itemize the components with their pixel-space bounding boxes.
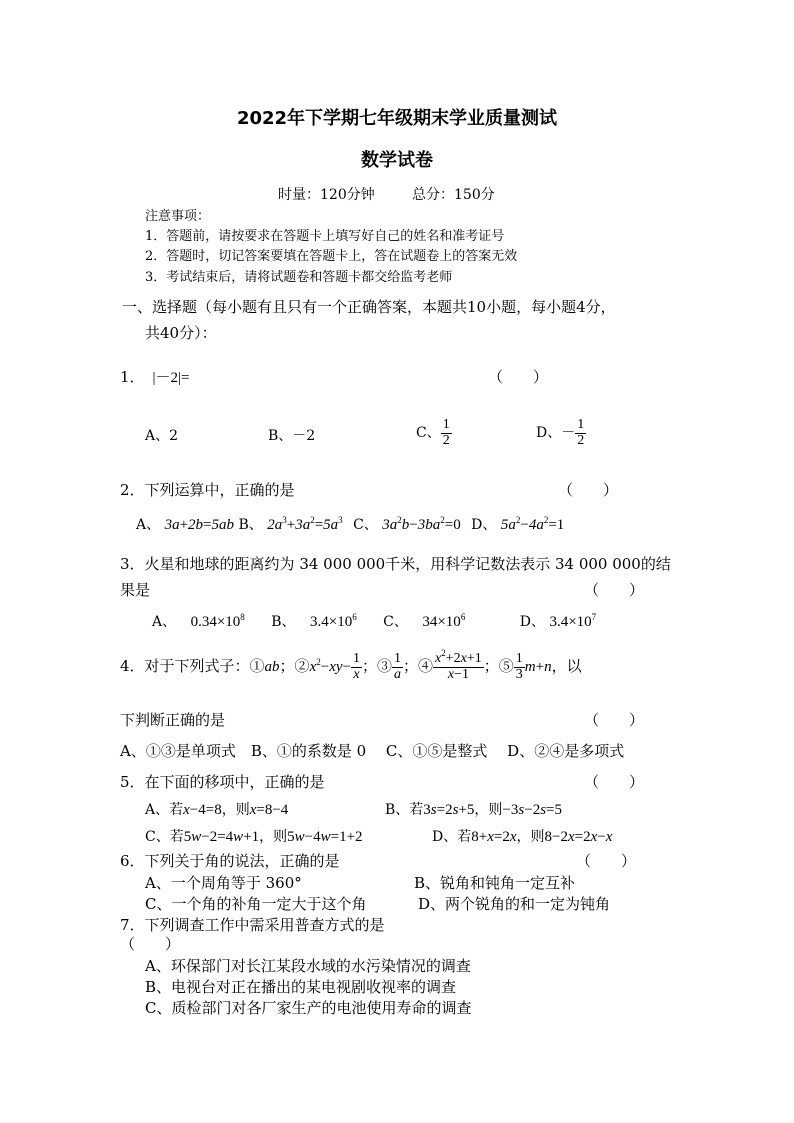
fraction: $\frac{1}{a}$ xyxy=(394,651,402,682)
option-label: D、 xyxy=(519,614,545,630)
q2-paren: （ ） xyxy=(558,481,619,499)
note-item: 1．答题前，请按要求在答题卡上填写好自己的姓名和准考证号 xyxy=(145,229,505,244)
q4-expr-2: $x^2-xy-$ xyxy=(309,657,351,676)
q1-number: 1． xyxy=(120,368,145,386)
q1-option-c xyxy=(416,418,452,448)
q1-option-a: A、2 xyxy=(145,428,179,444)
q3-expr-b: $3.4\times 10^6$ xyxy=(310,612,357,630)
fraction: $\frac{1}{2}$ xyxy=(577,417,585,448)
option-label: D、－ xyxy=(536,425,576,442)
q1-option-b: B、－2 xyxy=(268,428,316,444)
q7-option-c: C、质检部门对各厂家生产的电池使用寿命的调查 xyxy=(145,999,472,1017)
option-label: B、若 xyxy=(385,802,424,818)
q3-paren: （ ） xyxy=(584,581,645,599)
q4-expr-1: ab xyxy=(264,659,280,676)
option-label: A、 xyxy=(136,517,161,533)
q3-stem: 3．火星和地球的距离约为 34 000 000千米，用科学记数法表示 34 000 000的结 xyxy=(120,555,671,573)
option-label: D、若 xyxy=(432,829,472,845)
q6-option-d: D、两个锐角的和一定为钝角 xyxy=(418,895,611,913)
fraction: $\frac{1}{2}$ xyxy=(442,417,450,448)
q6-stem: 6．下列关于角的说法，正确的是 xyxy=(120,852,340,870)
q1-paren: （ ） xyxy=(488,368,549,386)
option-label: D、 xyxy=(471,517,497,533)
q2-expr-b: $2a^3+3a^2=5a^3$ xyxy=(267,515,343,533)
q2-expr-d: $5a^2-4a^2=1$ xyxy=(500,515,565,533)
option-label: B、 xyxy=(271,614,296,630)
q3-options xyxy=(152,613,596,632)
q7-option-a: A、环保部门对长江某段水域的水污染情况的调查 xyxy=(145,957,471,975)
q4-sep: ；⑤ xyxy=(483,657,514,676)
note-item: 3．考试结束后，请将试题卷和答题卡都交给监考老师 xyxy=(145,270,453,285)
q7-paren: （ ） xyxy=(120,935,181,953)
q5-option-b: B、若3s=2s+5，则−3s−2s=5 xyxy=(385,802,563,818)
q7-option-b: B、电视台对正在播出的某电视剧收视率的调查 xyxy=(145,978,457,996)
q3-expr-d: $3.4\times 10^7$ xyxy=(549,612,597,630)
exam-subject: 数学试卷 xyxy=(361,150,433,171)
q5-paren: （ ） xyxy=(584,773,645,791)
fraction: $\frac{x^2+2x+1}{x-1}$ xyxy=(435,648,482,682)
q5-option-c: C、若5w−2=4w+1，则5w−4w=1+2 xyxy=(145,829,363,845)
q1-expression: |－2|= xyxy=(152,370,190,386)
q1-option-d xyxy=(536,418,586,448)
fraction: $\frac{1}{x}$ xyxy=(353,651,360,682)
q6-paren: （ ） xyxy=(576,852,637,870)
q3-expr-a: $0.34\times 10^8$ xyxy=(190,612,245,630)
fraction: $\frac{1}{3}$ xyxy=(515,651,523,682)
then-text: ，则 xyxy=(259,829,288,845)
q5-stem: 5．在下面的移项中，正确的是 xyxy=(120,773,325,791)
q1-stem xyxy=(120,368,190,388)
section-heading: 一、选择题（每小题有且只有一个正确答案，本题共10小题，每小题4分， xyxy=(122,298,616,316)
q2-expr-c: $3a^2b-3ba^2=0$ xyxy=(382,515,461,533)
q6-option-c: C、一个角的补角一定大于这个角 xyxy=(145,895,367,913)
q2-stem: 2．下列运算中，正确的是 xyxy=(120,481,295,499)
q4-sep: ；② xyxy=(279,657,310,676)
q7-stem: 7．下列调查工作中需采用普查方式的是 xyxy=(120,916,385,934)
then-text: ，则 xyxy=(474,802,503,818)
option-label: A、 xyxy=(152,614,177,630)
option-label: A、若 xyxy=(145,802,184,818)
q6-option-b: B、锐角和钝角一定互补 xyxy=(414,874,576,892)
q4-expr-5: m+n xyxy=(524,659,552,676)
then-text: ，则 xyxy=(516,829,545,845)
time-info: 时量：120分钟 xyxy=(278,187,375,203)
q3-expr-c: $34\times 10^6$ xyxy=(422,612,466,630)
option-label: C、 xyxy=(353,517,378,533)
notes-heading: 注意事项： xyxy=(145,209,211,224)
option-label: C、若 xyxy=(145,829,184,845)
score-info: 总分：150分 xyxy=(412,187,495,203)
q4-options: A、①③是单项式 B、①的系数是 0 C、①⑤是整式 D、②④是多项式 xyxy=(120,742,625,760)
q4-stem-cont: 下判断正确的是 xyxy=(120,711,226,729)
option-label: B、 xyxy=(238,517,263,533)
q4-sep: ；③ xyxy=(362,657,393,676)
section-heading-cont: 共40分）： xyxy=(145,324,217,342)
q4-stem xyxy=(120,648,582,682)
q3-stem-cont: 果是 xyxy=(120,581,151,599)
q5-option-d: D、若8+x=2x，则8−2x=2x−x xyxy=(432,829,613,845)
option-label: C、 xyxy=(383,614,408,630)
then-text: ，则 xyxy=(221,802,250,818)
q4-tail: ，以 xyxy=(551,657,582,676)
q5-option-a: A、若x−4=8，则x=8−4 xyxy=(145,802,289,818)
q4-sep: ；④ xyxy=(403,657,434,676)
q2-options xyxy=(136,516,564,535)
q4-paren: （ ） xyxy=(584,711,645,729)
q2-expr-a: 3a+2b=5ab xyxy=(164,517,235,533)
q6-option-a: A、一个周角等于 360° xyxy=(145,874,302,892)
option-label: C、 xyxy=(416,425,441,442)
exam-title: 2022年下学期七年级期末学业质量测试 xyxy=(236,108,558,129)
note-item: 2．答题时，切记答案要填在答题卡上，答在试题卷上的答案无效 xyxy=(145,249,518,264)
q4-stem-text: 4．对于下列式子：① xyxy=(120,657,265,676)
